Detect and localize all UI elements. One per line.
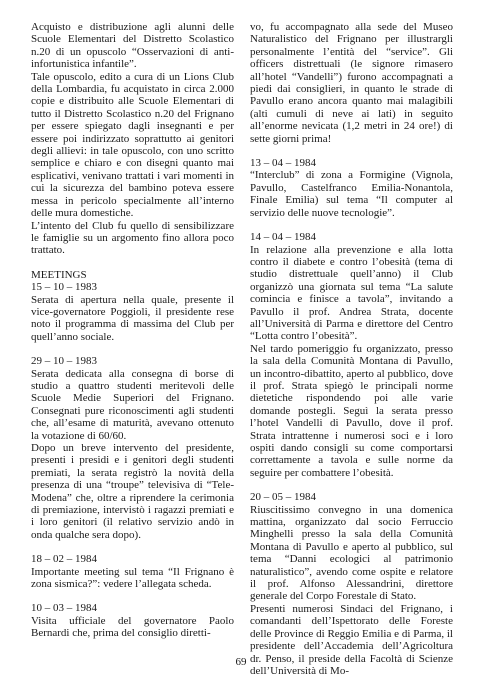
- entry-paragraph: Serata di apertura nella quale, presente il vice-governatore Poggioli, il presidente rese noto il programma di massima del Club per quell’anno sociale.: [31, 293, 234, 343]
- entry-paragraph: Serata dedicata alla consegna di borse di studio a quattro studenti meritevoli delle Scuole Medie Superiori del Frignano. Consegnati pure riconoscimenti agli studenti che, all’esame di maturità, avevano ottenuto la votazione di 60/60.: [31, 367, 234, 442]
- continued-paragraph: vo, fu accompagnato alla sede del Museo Naturalistico del Frignano per illustrargli personalmente l’entità del “service”. Gli officers distrettuali (le signore rimasero all’hotel “Vandelli”) furono accompagnati a piedi dai consiglieri, in quanto le strade di Pavullo erano ancora quanto mai malagibili (alti cumuli di neve ai lati) in seguito all’enorme nevicata (1,2 metri in 24 ore!) di sette giorni prima!: [250, 21, 453, 145]
- entry-date: 18 – 02 – 1984: [31, 553, 97, 566]
- entry-paragraph: Visita ufficiale del governatore Paolo Bernardi che, prima del consiglio diretti-: [31, 614, 234, 640]
- left-column: [31, 21, 234, 640]
- page-number: 69: [235, 656, 247, 668]
- entry-paragraph: In relazione alla prevenzione e alla lotta contro il diabete e contro l’obesità (tema di studio distrettuale quell’anno) il Club organizzò una giornata sul tema “La salute comincia e finisce a tavola”, invitando a Pavullo il prof. Andrea Strata, docente all’Università di Parma e direttore del Centro “Lotta contro l’obesità”.: [250, 243, 453, 343]
- entry-paragraph: “Interclub” di zona a Formigine (Vignola, Pavullo, Castelfranco Emilia-Nonantola, Finale Emilia) sul tema “Il computer al servizio delle nuove tecnologie”.: [250, 169, 453, 219]
- entry-date: 20 – 05 – 1984: [250, 491, 316, 504]
- meetings-heading: MEETINGS: [31, 268, 87, 281]
- entry-paragraph: Nel tardo pomeriggio fu organizzato, presso la sala della Comunità Montana di Pavullo, un incontro-dibattito, aperto al pubblico, dove il prof. Strata spiegò le principali norme dietetiche rispondendo poi alle varie domande postegli. Seguì la serata presso l’hotel Vandelli di Pavullo, dove il prof. Strata intrattenne i numerosi soci e i loro ospiti dando consigli su come comportarsi correttamente a tavola e sulle norme da seguire per combattere l’obesità.: [250, 342, 453, 479]
- intro-paragraph: Tale opuscolo, edito a cura di un Lions Club della Lombardia, fu acquistato in circa 2.000 copie e distribuito alle Scuole Elementari di tutto il Distretto Scolastico n.20 del Frignano per essere spiegato dagli insegnanti e per essere poi indirizzato soprattutto ai genitori degli allievi: in tale opuscolo, con uno scritto semplice e chiaro e con disegni quanto mai esplicativi, venivano trattati i vari momenti in cui la sicurezza del bambino poteva essere messa in pericolo specialmente all’interno delle mura domestiche.: [31, 70, 234, 220]
- entry-date: 15 – 10 – 1983: [31, 281, 97, 294]
- entry-date: 29 – 10 – 1983: [31, 355, 97, 368]
- right-column: [250, 21, 453, 677]
- entry-date: 14 – 04 – 1984: [250, 231, 316, 244]
- entry-paragraph: Importante meeting sul tema “Il Frignano è zona sismica?”: vedere l’allegata scheda.: [31, 565, 234, 591]
- entry-paragraph: Riuscitissimo convegno in una domenica mattina, organizzato dal socio Ferruccio Minghelli presso la sala della Comunità Montana di Pavullo e aperto al pubblico, sul tema “Danni ecologici al patrimonio naturalistico”, avendo come ospite e relatore il prof. Alfonso Alessandrini, direttore generale del Corpo Forestale di Stato.: [250, 503, 453, 603]
- entry-date: 13 – 04 – 1984: [250, 157, 316, 170]
- entry-paragraph: Dopo un breve intervento del presidente, presenti i presidi e i genitori degli studenti premiati, la serata registrò la novità della presenza di una “troupe” televisiva di “Tele-Modena” che, oltre a riprendere la cerimonia di premiazione, intervistò i ragazzi premiati e i loro genitori (il relativo servizio andò in onda qualche sera dopo).: [31, 442, 234, 541]
- intro-paragraph: L’intento del Club fu quello di sensibilizzare le famiglie su un argomento fino allora poco trattato.: [31, 219, 234, 257]
- entry-date: 10 – 03 – 1984: [31, 602, 97, 615]
- intro-paragraph: Acquisto e distribuzione agli alunni delle Scuole Elementari del Distretto Scolastico n.20 di un opuscolo “Osservazioni di anti-infortunistica infantile”.: [31, 21, 234, 71]
- entry-paragraph: Presenti numerosi Sindaci del Frignano, i comandanti dell’Ispettorato delle Foreste delle Province di Reggio Emilia e di Parma, il presidente dell’Accademia dell’Agricoltura dr. Penso, il preside della Facoltà di Scienze dell’Università di Mo-: [250, 602, 453, 677]
